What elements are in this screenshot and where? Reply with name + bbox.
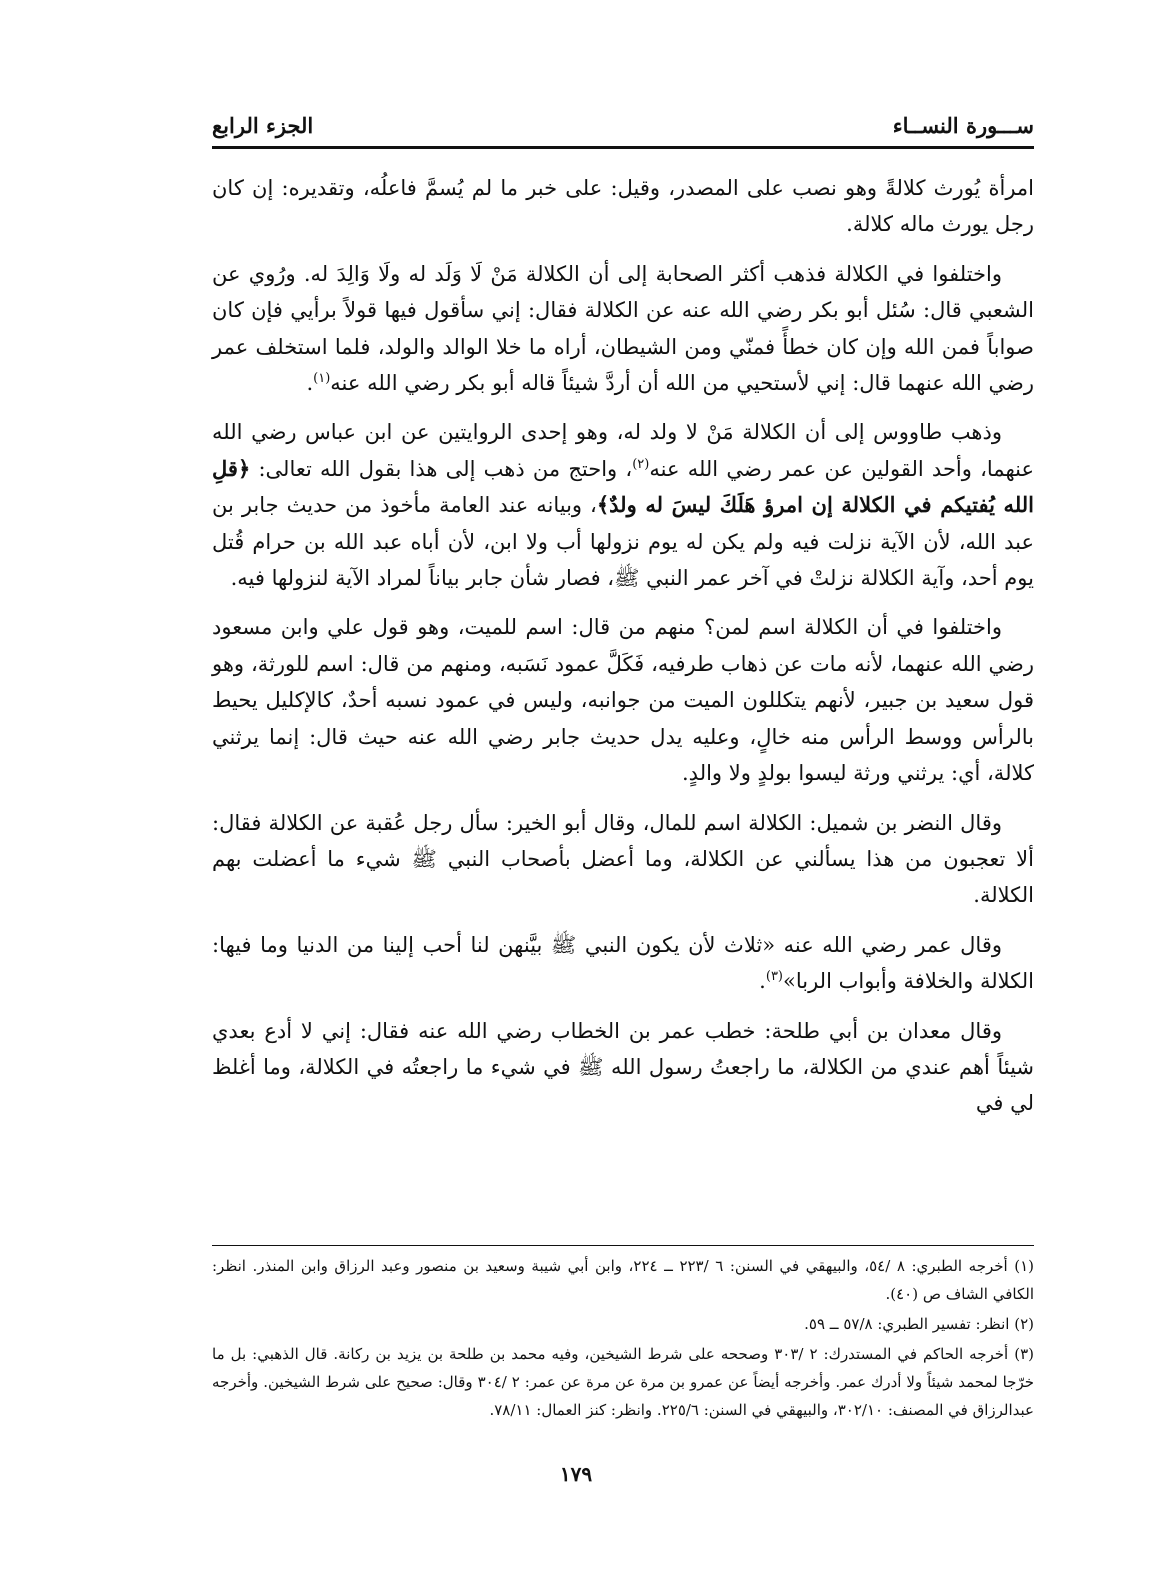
paragraph-7: وقال معدان بن أبي طلحة: خطب عمر بن الخطاب رضي الله عنه فقال: إني لا أدع بعدي شيئاً أهم عندي من الكلالة، ما راجعتُ رسول الله ﷺ في شيء ما راجعتُه في الكلالة، وما أغلظ لي في [212, 1018, 1034, 1116]
paragraph-6 [212, 927, 1034, 1000]
volume-label: الجزء الرابع [212, 113, 314, 138]
header-divider [212, 146, 1034, 149]
running-header [212, 104, 1034, 138]
footnote-ref-2: (٢) [632, 456, 650, 472]
paragraph-6-end: . [759, 969, 766, 994]
paragraph-3 [212, 414, 1034, 596]
footnotes [212, 1252, 1034, 1426]
page-number: ١٧٩ [559, 1462, 593, 1486]
footnote-ref-3: (٣) [765, 969, 783, 985]
paragraph-2-text: واختلفوا في الكلالة فذهب أكثر الصحابة إلى أن الكلالة مَنْ لَا وَلَد له ولَا وَالِدَ له. ورُوي عن الشعبي قال: سُئل أبو بكر رضي الله عنه عن الكلالة فقال: إني سأقول فيها قولاً برأيي فإن كان صواباً فمن الله وإن كان خطأً فمنّي ومن الشيطان، أراه ما خلا الوالد والولد، فلما استخلف عمر رضي الله عنهما قال: إني لأستحيي من الله أن أردَّ شيئاً قاله أبو بكر رضي الله عنه [212, 261, 1034, 396]
footnote-1: (١) أخرجه الطبري: ٨ /٥٤، والبيهقي في السنن: ٦ /٢٢٣ ــ ٢٢٤، وابن أبي شيبة وسعيد بن منصور وعبد الرزاق وابن المنذر. انظر: الكافي الشاف ص (٤٠). [212, 1257, 1034, 1303]
paragraph-3-text-c: ، وبيانه عند العامة مأخوذ من حديث جابر بن عبد الله، لأن الآية نزلت فيه ولم يكن له يوم نزولها أب ولا ابن، لأن أباه عبد الله بن حرام قُتل يوم أحد، وآية الكلالة نزلتْ في آخر عمر النبي ﷺ، فصار شأن جابر بياناً لمراد الآية لنزولها فيه. [212, 493, 1034, 591]
paragraph-3-text-a: وذهب طاووس إلى أن الكلالة مَنْ لا ولد له، وهو إحدى الروايتين عن ابن عباس رضي الله عنهما، وأحد القولين عن عمر رضي الله عنه [212, 420, 1034, 481]
paragraph-4: واختلفوا في أن الكلالة اسم لمن؟ منهم من قال: اسم للميت، وهو قول علي وابن مسعود رضي الله عنهما، لأنه مات عن ذهاب طرفيه، فَكَلَّ عمود نَسَبه، ومنهم من قال: اسم للورثة، وهو قول سعيد بن جبير، لأنهم يتكللون الميت من جوانبه، وليس في عمود نسبه أحدٌ، كالإكليل يحيط بالرأس ووسط الرأس منه خالٍ، وعليه يدل حديث جابر رضي الله عنه حيث قال: إنما يرثني كلالة، أي: يرثني ورثة ليسوا بولدٍ ولا والدٍ. [212, 615, 1034, 786]
footnote-2: (٢) انظر: تفسير الطبري: ٥٧/٨ ــ ٥٩. [804, 1315, 1034, 1333]
surah-title: ســـورة النســاء [892, 113, 1034, 138]
paragraph-2-end: . [306, 371, 314, 396]
paragraph-2 [212, 256, 1034, 402]
paragraph-1: امرأة يُورث كلالةً وهو نصب على المصدر، وقيل: على خبر ما لم يُسمَّ فاعلُه، وتقديره: إن كان رجل يورث ماله كلالة. [212, 176, 1034, 237]
footnote-ref-1: (١) [313, 371, 331, 387]
paragraph-6-text: وقال عمر رضي الله عنه «ثلاث لأن يكون النبي ﷺ بيَّنهن لنا أحب إلينا من الدنيا وما فيها: الكلالة والخلافة وأبواب الربا» [212, 932, 1034, 994]
footnote-divider [212, 1245, 1034, 1246]
paragraph-5: وقال النضر بن شميل: الكلالة اسم للمال، وقال أبو الخير: سأل رجل عُقبة عن الكلالة فقال: ألا تعجبون من هذا يسألني عن الكلالة، وما أعضل بأصحاب النبي ﷺ شيء ما أعضلت بهم الكلالة. [212, 810, 1034, 908]
quran-verse: ﴿قلِ الله يُفتيكم في الكلالة إن امرؤ هَلَكَ ليسَ له ولدٌ﴾ [212, 455, 1034, 518]
main-text [212, 170, 1034, 1135]
footnote-3: (٣) أخرجه الحاكم في المستدرك: ٢ /٣٠٣ وصححه على شرط الشيخين، وفيه محمد بن طلحة بن يزيد بن ركانة. قال الذهبي: بل ما خرّجا لمحمد شيئاً ولا أدرك عمر. وأخرجه أيضاً عن عمرو بن مرة عن مرة عن عمر: ٢ /٣٠٤ وقال: صحيح على شرط الشيخين. وأخرجه عبدالرزاق في المصنف: ٣٠٢/١٠، والبيهقي في السنن: ٢٢٥/٦. وانظر: كنز العمال: ٧٨/١١. [212, 1345, 1035, 1419]
paragraph-3-text-b: ، واحتج من ذهب إلى هذا بقول الله تعالى: [250, 456, 633, 481]
